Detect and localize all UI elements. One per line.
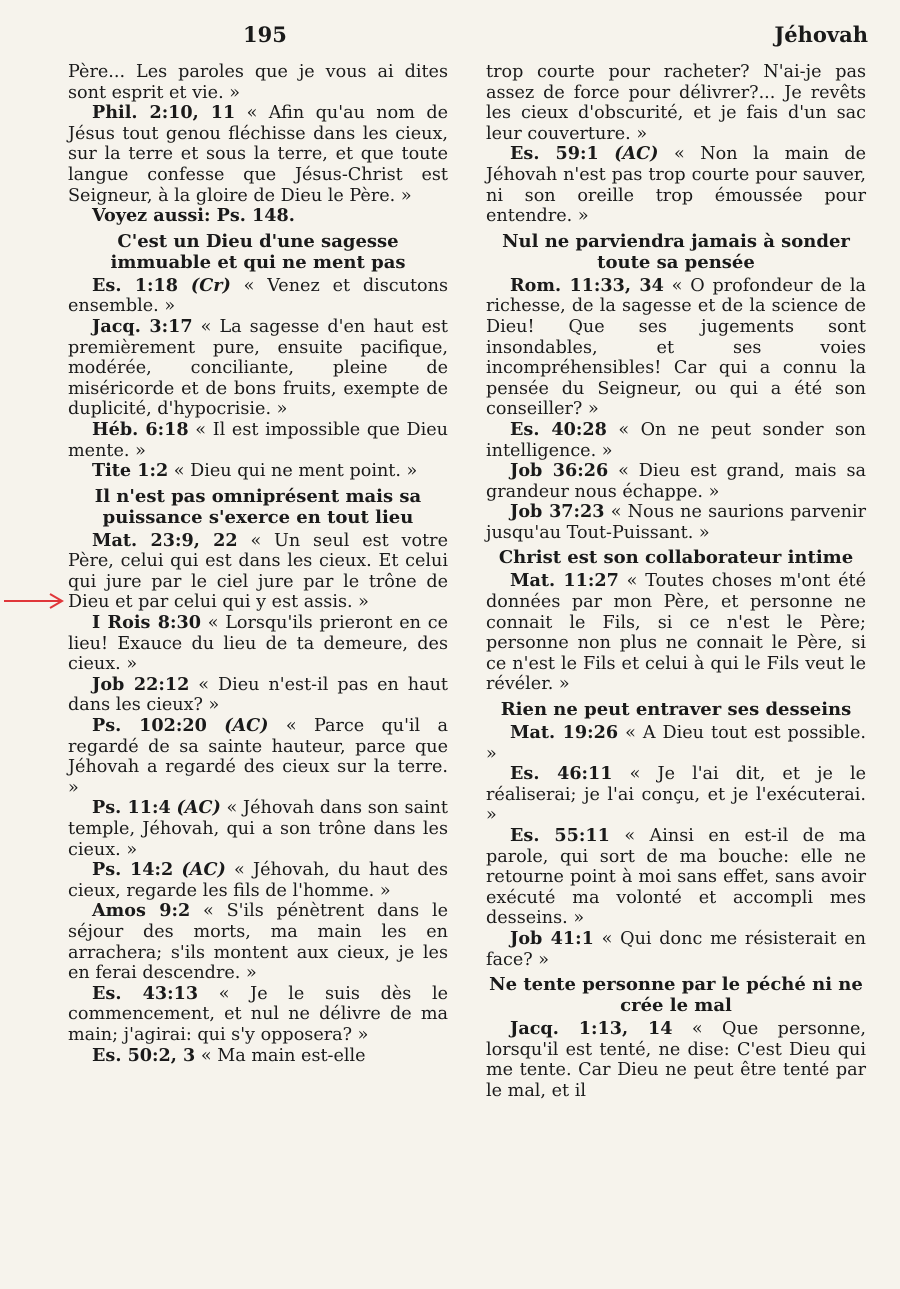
verse-entry bbox=[68, 798, 448, 860]
verse-text: « Ainsi en est-il de ma parole, qui sort de ma bouche: elle ne retourne point à moi sans effet, sans avoir exécuté ma volonté et accompli mes desseins. » bbox=[486, 826, 866, 929]
left-column bbox=[68, 62, 448, 1066]
verse-entry bbox=[68, 901, 448, 983]
verse-reference: Es. 50:2, 3 bbox=[92, 1044, 196, 1066]
verse-text: « Jéhovah, du haut des cieux, regarde les fils de l'homme. » bbox=[68, 860, 448, 901]
verse-text: « A Dieu tout est possible. » bbox=[486, 723, 866, 764]
verse-reference: Rom. 11:33, 34 bbox=[510, 274, 664, 296]
verse-reference: Job 36:26 bbox=[510, 460, 609, 482]
verse-reference: Voyez aussi: Ps. 148. bbox=[92, 205, 295, 227]
verse-entry bbox=[486, 461, 866, 502]
verse-text: « Jéhovah dans son saint temple, Jéhovah, qui a son trône dans les cieux. » bbox=[68, 798, 448, 860]
section-heading: Ne tente personne par le péché ni ne crée le mal bbox=[489, 974, 863, 1017]
verse-entry bbox=[68, 613, 448, 675]
verse-entry bbox=[486, 571, 866, 695]
verse-entry bbox=[68, 716, 448, 798]
verse-text: « Ma main est-elle bbox=[195, 1045, 366, 1066]
verse-entry bbox=[486, 1019, 866, 1101]
verse-text: « Parce qu'il a regardé de sa sainte hauteur, parce que Jéhovah a regardé des cieux sur la terre. » bbox=[68, 716, 448, 798]
verse-text: « Il est impossible que Dieu mente. » bbox=[68, 419, 448, 461]
verse-reference: Job 41:1 bbox=[510, 927, 594, 949]
verse-text: « Je le suis dès le commencement, et nul ne délivre de ma main; j'agirai: qui s'y opposera? » bbox=[68, 983, 448, 1045]
verse-reference: Es. 40:28 bbox=[510, 418, 607, 440]
arrow-right-icon bbox=[2, 592, 66, 610]
section-heading: Christ est son collaborateur intime bbox=[498, 547, 854, 569]
verse-text: « Que personne, lorsqu'il est tenté, ne dise: C'est Dieu qui me tente. Car Dieu ne peut être tenté par le mal, et il bbox=[486, 1019, 866, 1101]
verse-entry bbox=[486, 144, 866, 226]
verse-text: « Je l'ai dit, et je le réaliserai; je l'ai conçu, et je l'exécuterai. » bbox=[486, 764, 866, 826]
verse-entry bbox=[68, 984, 448, 1046]
verse-text: « Un seul est votre Père, celui qui est dans les cieux. Et celui qui jure par le ciel jure par le trône de Dieu et par celui qui y est assis. » bbox=[68, 530, 448, 613]
verse-text: « Qui donc me résisterait en face? » bbox=[486, 928, 866, 970]
verse-reference: Es. 43:13 bbox=[92, 982, 199, 1004]
right-column bbox=[486, 62, 866, 1102]
verse-reference: Jacq. 1:13, 14 bbox=[510, 1018, 673, 1040]
verse-entry bbox=[68, 860, 448, 901]
verse-text: « Toutes choses m'ont été données par mon Père, et personne ne connait le Fils, si ce n'est le Père; personne non plus ne connait le Père, si ce n'est le Fils et celui à qui le Fils veut le révéler. » bbox=[486, 571, 867, 695]
continued-text bbox=[486, 62, 866, 144]
verse-text: « Nous ne saurions parvenir jusqu'au Tout-Puissant. » bbox=[486, 502, 866, 543]
verse-text: « La sagesse d'en haut est premièrement pure, ensuite pacifique, modérée, conciliante, pleine de miséricorde et de bons fruits, exempte de duplicité, d'hypocrisie. » bbox=[68, 316, 448, 420]
translation-tag: (AC) bbox=[181, 859, 226, 881]
verse-text: « Dieu n'est-il pas en haut dans les cieux? » bbox=[68, 674, 448, 716]
translation-tag: (AC) bbox=[176, 797, 221, 819]
verse-text: « O profondeur de la richesse, de la sagesse et de la science de Dieu! Que ses jugements sont insondables, et ses voies incompréhensibles! Car qui a connu la pensée du Seigneur, ou qui a été son conseiller? » bbox=[486, 275, 866, 420]
page-number: 195 bbox=[243, 22, 287, 47]
verse-entry bbox=[68, 103, 448, 206]
page-header bbox=[68, 22, 868, 50]
verse-reference: I Rois 8:30 bbox=[92, 612, 201, 634]
verse-entry bbox=[68, 1046, 448, 1067]
verse-text: « Dieu qui ne ment point. » bbox=[168, 461, 418, 482]
verse-entry bbox=[486, 929, 866, 970]
verse-entry bbox=[68, 461, 448, 482]
verse-reference: Mat. 23:9, 22 bbox=[92, 529, 238, 551]
translation-tag: (AC) bbox=[614, 143, 659, 165]
verse-reference: Ps. 11:4 bbox=[92, 797, 171, 819]
verse-reference: Es. 59:1 bbox=[510, 143, 599, 165]
verse-entry bbox=[68, 317, 448, 420]
verse-entry bbox=[68, 276, 448, 317]
verse-reference: Ps. 102:20 bbox=[92, 715, 207, 737]
verse-reference: Mat. 11:27 bbox=[510, 570, 619, 592]
verse-reference: Héb. 6:18 bbox=[92, 418, 189, 440]
verse-reference: Job 22:12 bbox=[92, 673, 190, 695]
verse-text: Père... Les paroles que je vous ai dites sont esprit et vie. » bbox=[68, 62, 448, 103]
verse-entry bbox=[68, 206, 448, 227]
verse-text: « On ne peut sonder son intelligence. » bbox=[486, 419, 866, 461]
verse-entry bbox=[68, 675, 448, 716]
verse-text: « S'ils pénètrent dans le séjour des morts, ma main les en arrachera; s'ils montent aux cieux, je les en ferai descendre. » bbox=[68, 901, 448, 984]
verse-entry bbox=[486, 502, 866, 543]
verse-reference: Es. 55:11 bbox=[510, 825, 610, 846]
verse-reference: Mat. 19:26 bbox=[510, 722, 619, 744]
verse-entry bbox=[68, 531, 448, 613]
verse-entry bbox=[486, 764, 866, 826]
section-heading: Rien ne peut entraver ses desseins bbox=[500, 699, 852, 721]
verse-reference: Es. 1:18 bbox=[92, 274, 179, 296]
verse-text: « Lorsqu'ils prieront en ce lieu! Exauce du lieu de ta demeure, des cieux. » bbox=[68, 613, 448, 675]
section-heading: Nul ne parviendra jamais à sonder toute sa pensée bbox=[502, 230, 850, 273]
verse-reference: Phil. 2:10, 11 bbox=[92, 102, 236, 124]
translation-tag: (Cr) bbox=[190, 274, 231, 296]
section-heading: C'est un Dieu d'une sagesse immuable et qui ne ment pas bbox=[110, 230, 406, 273]
verse-text: « Dieu est grand, mais sa grandeur nous échappe. » bbox=[486, 461, 866, 502]
verse-text: « Non la main de Jéhovah n'est pas trop courte pour sauver, ni son oreille trop émoussée pour entendre. » bbox=[486, 144, 867, 227]
verse-reference: Es. 46:11 bbox=[510, 763, 613, 785]
verse-text: trop courte pour racheter? N'ai-je pas assez de force pour délivrer?... Je revêts les cieux d'obscurité, et je fais d'un sac leur couverture. » bbox=[486, 62, 866, 144]
verse-reference: Tite 1:2 bbox=[92, 460, 169, 482]
verse-reference: Ps. 14:2 bbox=[92, 859, 174, 881]
translation-tag: (AC) bbox=[224, 715, 269, 737]
verse-text: « Afin qu'au nom de Jésus tout genou fléchisse dans les cieux, sur la terre et sous la terre, et que toute langue confesse que Jésus-Christ est Seigneur, à la gloire de Dieu le Père. » bbox=[68, 103, 448, 206]
continued-text bbox=[68, 62, 448, 103]
verse-text: « Venez et discutons ensemble. » bbox=[68, 275, 449, 317]
verse-entry bbox=[486, 276, 866, 420]
section-heading: Il n'est pas omniprésent mais sa puissance s'exerce en tout lieu bbox=[94, 485, 422, 528]
verse-entry bbox=[486, 420, 866, 461]
verse-reference: Job 37:23 bbox=[510, 501, 605, 523]
verse-entry bbox=[68, 420, 448, 461]
verse-entry bbox=[486, 723, 866, 764]
verse-reference: Amos 9:2 bbox=[92, 900, 191, 922]
verse-reference: Jacq. 3:17 bbox=[92, 315, 193, 337]
verse-entry bbox=[486, 826, 866, 929]
running-head: Jéhovah bbox=[774, 22, 868, 47]
